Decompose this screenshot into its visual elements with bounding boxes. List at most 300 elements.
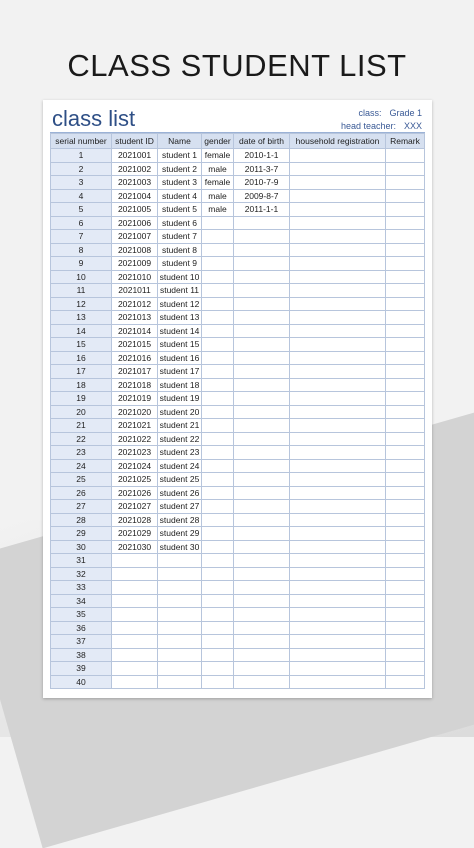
cell-gender[interactable]	[202, 392, 234, 406]
cell-remark[interactable]	[386, 648, 425, 662]
cell-date-of-birth[interactable]	[234, 486, 290, 500]
cell-student-id[interactable]: 2021002	[112, 162, 158, 176]
cell-serial-number[interactable]: 13	[51, 311, 112, 325]
cell-student-id[interactable]: 2021013	[112, 311, 158, 325]
cell-student-id[interactable]	[112, 567, 158, 581]
cell-name[interactable]: student 1	[158, 149, 202, 163]
cell-gender[interactable]	[202, 257, 234, 271]
cell-gender[interactable]	[202, 527, 234, 541]
cell-name[interactable]: student 13	[158, 311, 202, 325]
cell-remark[interactable]	[386, 527, 425, 541]
cell-gender[interactable]	[202, 581, 234, 595]
cell-student-id[interactable]: 2021027	[112, 500, 158, 514]
cell-serial-number[interactable]: 18	[51, 378, 112, 392]
cell-name[interactable]: student 11	[158, 284, 202, 298]
cell-household-registration[interactable]	[290, 270, 386, 284]
cell-date-of-birth[interactable]	[234, 216, 290, 230]
table-row	[51, 338, 425, 352]
cell-gender[interactable]	[202, 432, 234, 446]
cell-serial-number[interactable]: 3	[51, 176, 112, 190]
cell-date-of-birth[interactable]	[234, 284, 290, 298]
cell-gender[interactable]	[202, 662, 234, 676]
cell-remark[interactable]	[386, 675, 425, 689]
table-row	[51, 351, 425, 365]
cell-name[interactable]	[158, 662, 202, 676]
cell-date-of-birth[interactable]	[234, 392, 290, 406]
cell-serial-number[interactable]: 4	[51, 189, 112, 203]
cell-remark[interactable]	[386, 324, 425, 338]
cell-household-registration[interactable]	[290, 675, 386, 689]
cell-serial-number[interactable]: 5	[51, 203, 112, 217]
cell-name[interactable]: student 3	[158, 176, 202, 190]
cell-date-of-birth[interactable]	[234, 608, 290, 622]
cell-student-id[interactable]: 2021010	[112, 270, 158, 284]
cell-name[interactable]: student 9	[158, 257, 202, 271]
table-row	[51, 594, 425, 608]
cell-gender[interactable]	[202, 351, 234, 365]
cell-household-registration[interactable]	[290, 662, 386, 676]
cell-serial-number[interactable]: 16	[51, 351, 112, 365]
cell-name[interactable]	[158, 648, 202, 662]
cell-gender[interactable]	[202, 297, 234, 311]
table-row	[51, 243, 425, 257]
table-row	[51, 662, 425, 676]
cell-name[interactable]: student 20	[158, 405, 202, 419]
cell-date-of-birth[interactable]: 2009-8-7	[234, 189, 290, 203]
cell-remark[interactable]	[386, 338, 425, 352]
cell-remark[interactable]	[386, 257, 425, 271]
cell-remark[interactable]	[386, 270, 425, 284]
cell-student-id[interactable]	[112, 675, 158, 689]
cell-serial-number[interactable]: 21	[51, 419, 112, 433]
cell-household-registration[interactable]	[290, 554, 386, 568]
cell-name[interactable]: student 7	[158, 230, 202, 244]
cell-name[interactable]: student 25	[158, 473, 202, 487]
cell-household-registration[interactable]	[290, 365, 386, 379]
cell-serial-number[interactable]: 22	[51, 432, 112, 446]
cell-student-id[interactable]: 2021007	[112, 230, 158, 244]
cell-name[interactable]: student 15	[158, 338, 202, 352]
cell-serial-number[interactable]: 6	[51, 216, 112, 230]
cell-name[interactable]: student 19	[158, 392, 202, 406]
cell-date-of-birth[interactable]	[234, 405, 290, 419]
cell-gender[interactable]	[202, 378, 234, 392]
cell-gender[interactable]	[202, 419, 234, 433]
cell-remark[interactable]	[386, 176, 425, 190]
column-header-serial-number: serial number	[51, 134, 112, 149]
cell-date-of-birth[interactable]	[234, 459, 290, 473]
cell-household-registration[interactable]	[290, 419, 386, 433]
cell-date-of-birth[interactable]	[234, 635, 290, 649]
cell-name[interactable]: student 29	[158, 527, 202, 541]
cell-date-of-birth[interactable]	[234, 567, 290, 581]
cell-gender[interactable]	[202, 365, 234, 379]
cell-serial-number[interactable]: 30	[51, 540, 112, 554]
cell-remark[interactable]	[386, 635, 425, 649]
cell-household-registration[interactable]	[290, 243, 386, 257]
cell-date-of-birth[interactable]	[234, 243, 290, 257]
cell-serial-number[interactable]: 23	[51, 446, 112, 460]
cell-date-of-birth[interactable]	[234, 230, 290, 244]
cell-gender[interactable]	[202, 675, 234, 689]
cell-student-id[interactable]: 2021018	[112, 378, 158, 392]
cell-student-id[interactable]: 2021024	[112, 459, 158, 473]
cell-name[interactable]: student 22	[158, 432, 202, 446]
cell-gender[interactable]	[202, 338, 234, 352]
cell-student-id[interactable]	[112, 662, 158, 676]
cell-household-registration[interactable]	[290, 162, 386, 176]
cell-gender[interactable]	[202, 608, 234, 622]
cell-remark[interactable]	[386, 621, 425, 635]
cell-name[interactable]: student 30	[158, 540, 202, 554]
cell-household-registration[interactable]	[290, 486, 386, 500]
cell-remark[interactable]	[386, 594, 425, 608]
cell-serial-number[interactable]: 8	[51, 243, 112, 257]
cell-name[interactable]: student 17	[158, 365, 202, 379]
cell-household-registration[interactable]	[290, 405, 386, 419]
cell-serial-number[interactable]: 1	[51, 149, 112, 163]
cell-remark[interactable]	[386, 567, 425, 581]
cell-date-of-birth[interactable]	[234, 581, 290, 595]
cell-serial-number[interactable]: 40	[51, 675, 112, 689]
cell-date-of-birth[interactable]	[234, 594, 290, 608]
cell-remark[interactable]	[386, 392, 425, 406]
cell-gender[interactable]	[202, 648, 234, 662]
cell-remark[interactable]	[386, 419, 425, 433]
cell-student-id[interactable]: 2021003	[112, 176, 158, 190]
cell-date-of-birth[interactable]	[234, 662, 290, 676]
cell-date-of-birth[interactable]: 2011-1-1	[234, 203, 290, 217]
cell-gender[interactable]: male	[202, 189, 234, 203]
cell-serial-number[interactable]: 38	[51, 648, 112, 662]
cell-student-id[interactable]: 2021026	[112, 486, 158, 500]
cell-gender[interactable]	[202, 635, 234, 649]
table-row	[51, 581, 425, 595]
cell-name[interactable]: student 2	[158, 162, 202, 176]
cell-student-id[interactable]: 2021028	[112, 513, 158, 527]
cell-gender[interactable]	[202, 446, 234, 460]
cell-remark[interactable]	[386, 513, 425, 527]
cell-date-of-birth[interactable]	[234, 378, 290, 392]
table-header-row	[51, 134, 425, 149]
cell-household-registration[interactable]	[290, 230, 386, 244]
cell-student-id[interactable]	[112, 635, 158, 649]
cell-remark[interactable]	[386, 203, 425, 217]
cell-remark[interactable]	[386, 500, 425, 514]
cell-household-registration[interactable]	[290, 540, 386, 554]
column-header-student-id: student ID	[112, 134, 158, 149]
cell-serial-number[interactable]: 17	[51, 365, 112, 379]
cell-remark[interactable]	[386, 365, 425, 379]
cell-household-registration[interactable]	[290, 338, 386, 352]
cell-name[interactable]	[158, 608, 202, 622]
cell-gender[interactable]	[202, 284, 234, 298]
cell-name[interactable]: student 23	[158, 446, 202, 460]
cell-student-id[interactable]: 2021023	[112, 446, 158, 460]
cell-serial-number[interactable]: 31	[51, 554, 112, 568]
cell-serial-number[interactable]: 25	[51, 473, 112, 487]
cell-remark[interactable]	[386, 230, 425, 244]
cell-date-of-birth[interactable]	[234, 365, 290, 379]
cell-gender[interactable]: female	[202, 176, 234, 190]
cell-household-registration[interactable]	[290, 351, 386, 365]
cell-name[interactable]: student 26	[158, 486, 202, 500]
cell-remark[interactable]	[386, 608, 425, 622]
cell-student-id[interactable]: 2021017	[112, 365, 158, 379]
cell-date-of-birth[interactable]	[234, 351, 290, 365]
cell-serial-number[interactable]: 36	[51, 621, 112, 635]
cell-student-id[interactable]: 2021011	[112, 284, 158, 298]
cell-serial-number[interactable]: 27	[51, 500, 112, 514]
cell-household-registration[interactable]	[290, 527, 386, 541]
cell-household-registration[interactable]	[290, 284, 386, 298]
cell-student-id[interactable]: 2021006	[112, 216, 158, 230]
cell-name[interactable]	[158, 675, 202, 689]
cell-name[interactable]: student 18	[158, 378, 202, 392]
cell-serial-number[interactable]: 37	[51, 635, 112, 649]
cell-serial-number[interactable]: 7	[51, 230, 112, 244]
cell-student-id[interactable]: 2021004	[112, 189, 158, 203]
cell-date-of-birth[interactable]: 2010-1-1	[234, 149, 290, 163]
cell-student-id[interactable]: 2021019	[112, 392, 158, 406]
cell-remark[interactable]	[386, 243, 425, 257]
cell-student-id[interactable]: 2021022	[112, 432, 158, 446]
cell-student-id[interactable]: 2021020	[112, 405, 158, 419]
cell-date-of-birth[interactable]	[234, 513, 290, 527]
cell-name[interactable]: student 28	[158, 513, 202, 527]
cell-remark[interactable]	[386, 378, 425, 392]
cell-name[interactable]	[158, 594, 202, 608]
cell-household-registration[interactable]	[290, 203, 386, 217]
cell-name[interactable]: student 4	[158, 189, 202, 203]
cell-gender[interactable]	[202, 243, 234, 257]
cell-gender[interactable]	[202, 473, 234, 487]
cell-household-registration[interactable]	[290, 459, 386, 473]
cell-serial-number[interactable]: 14	[51, 324, 112, 338]
cell-household-registration[interactable]	[290, 473, 386, 487]
cell-name[interactable]	[158, 567, 202, 581]
cell-remark[interactable]	[386, 554, 425, 568]
cell-date-of-birth[interactable]	[234, 419, 290, 433]
cell-gender[interactable]	[202, 216, 234, 230]
cell-student-id[interactable]: 2021030	[112, 540, 158, 554]
cell-gender[interactable]	[202, 230, 234, 244]
cell-remark[interactable]	[386, 540, 425, 554]
cell-serial-number[interactable]: 15	[51, 338, 112, 352]
cell-serial-number[interactable]: 35	[51, 608, 112, 622]
cell-gender[interactable]	[202, 405, 234, 419]
cell-student-id[interactable]: 2021009	[112, 257, 158, 271]
cell-serial-number[interactable]: 11	[51, 284, 112, 298]
cell-household-registration[interactable]	[290, 297, 386, 311]
cell-date-of-birth[interactable]	[234, 311, 290, 325]
cell-remark[interactable]	[386, 405, 425, 419]
cell-student-id[interactable]: 2021014	[112, 324, 158, 338]
cell-name[interactable]	[158, 635, 202, 649]
cell-gender[interactable]	[202, 554, 234, 568]
cell-household-registration[interactable]	[290, 513, 386, 527]
cell-serial-number[interactable]: 33	[51, 581, 112, 595]
cell-remark[interactable]	[386, 662, 425, 676]
cell-name[interactable]: student 10	[158, 270, 202, 284]
cell-date-of-birth[interactable]	[234, 257, 290, 271]
cell-student-id[interactable]	[112, 594, 158, 608]
cell-household-registration[interactable]	[290, 216, 386, 230]
cell-serial-number[interactable]: 34	[51, 594, 112, 608]
cell-household-registration[interactable]	[290, 257, 386, 271]
table-row	[51, 297, 425, 311]
table-row	[51, 432, 425, 446]
cell-student-id[interactable]	[112, 621, 158, 635]
cell-household-registration[interactable]	[290, 311, 386, 325]
cell-serial-number[interactable]: 29	[51, 527, 112, 541]
cell-household-registration[interactable]	[290, 500, 386, 514]
cell-date-of-birth[interactable]	[234, 270, 290, 284]
cell-name[interactable]: student 27	[158, 500, 202, 514]
cell-household-registration[interactable]	[290, 378, 386, 392]
cell-student-id[interactable]: 2021012	[112, 297, 158, 311]
table-row	[51, 635, 425, 649]
cell-name[interactable]: student 24	[158, 459, 202, 473]
cell-remark[interactable]	[386, 189, 425, 203]
cell-gender[interactable]	[202, 513, 234, 527]
cell-household-registration[interactable]	[290, 567, 386, 581]
cell-serial-number[interactable]: 20	[51, 405, 112, 419]
cell-date-of-birth[interactable]	[234, 446, 290, 460]
cell-household-registration[interactable]	[290, 324, 386, 338]
cell-date-of-birth[interactable]: 2010-7-9	[234, 176, 290, 190]
cell-remark[interactable]	[386, 351, 425, 365]
cell-serial-number[interactable]: 28	[51, 513, 112, 527]
cell-gender[interactable]: male	[202, 162, 234, 176]
cell-date-of-birth[interactable]	[234, 297, 290, 311]
cell-date-of-birth[interactable]	[234, 527, 290, 541]
cell-student-id[interactable]: 2021001	[112, 149, 158, 163]
cell-household-registration[interactable]	[290, 608, 386, 622]
cell-household-registration[interactable]	[290, 635, 386, 649]
cell-serial-number[interactable]: 19	[51, 392, 112, 406]
cell-serial-number[interactable]: 26	[51, 486, 112, 500]
cell-remark[interactable]	[386, 581, 425, 595]
table-row	[51, 216, 425, 230]
cell-gender[interactable]	[202, 540, 234, 554]
cell-gender[interactable]	[202, 324, 234, 338]
cell-date-of-birth[interactable]	[234, 540, 290, 554]
cell-student-id[interactable]: 2021021	[112, 419, 158, 433]
cell-name[interactable]: student 14	[158, 324, 202, 338]
cell-gender[interactable]: female	[202, 149, 234, 163]
cell-date-of-birth[interactable]	[234, 554, 290, 568]
column-header-date-of-birth: date of birth	[234, 134, 290, 149]
cell-household-registration[interactable]	[290, 432, 386, 446]
cell-date-of-birth[interactable]	[234, 338, 290, 352]
cell-student-id[interactable]	[112, 581, 158, 595]
cell-student-id[interactable]	[112, 554, 158, 568]
cell-student-id[interactable]	[112, 648, 158, 662]
table-row	[51, 675, 425, 689]
page-title: CLASS STUDENT LIST	[67, 48, 407, 83]
cell-gender[interactable]	[202, 567, 234, 581]
table-row	[51, 270, 425, 284]
cell-gender[interactable]	[202, 270, 234, 284]
cell-household-registration[interactable]	[290, 176, 386, 190]
cell-name[interactable]	[158, 581, 202, 595]
cell-name[interactable]: student 8	[158, 243, 202, 257]
cell-date-of-birth[interactable]	[234, 473, 290, 487]
cell-household-registration[interactable]	[290, 392, 386, 406]
cell-student-id[interactable]: 2021005	[112, 203, 158, 217]
cell-household-registration[interactable]	[290, 149, 386, 163]
cell-student-id[interactable]	[112, 608, 158, 622]
cell-household-registration[interactable]	[290, 621, 386, 635]
cell-remark[interactable]	[386, 446, 425, 460]
cell-name[interactable]: student 16	[158, 351, 202, 365]
cell-gender[interactable]	[202, 311, 234, 325]
cell-date-of-birth[interactable]	[234, 675, 290, 689]
cell-remark[interactable]	[386, 284, 425, 298]
cell-remark[interactable]	[386, 486, 425, 500]
cell-serial-number[interactable]: 32	[51, 567, 112, 581]
column-header-name: Name	[158, 134, 202, 149]
cell-name[interactable]: student 12	[158, 297, 202, 311]
cell-serial-number[interactable]: 9	[51, 257, 112, 271]
cell-gender[interactable]	[202, 486, 234, 500]
cell-serial-number[interactable]: 10	[51, 270, 112, 284]
table-row	[51, 176, 425, 190]
cell-date-of-birth[interactable]	[234, 324, 290, 338]
cell-household-registration[interactable]	[290, 648, 386, 662]
cell-remark[interactable]	[386, 311, 425, 325]
cell-name[interactable]: student 6	[158, 216, 202, 230]
cell-student-id[interactable]: 2021008	[112, 243, 158, 257]
cell-date-of-birth[interactable]	[234, 500, 290, 514]
cell-date-of-birth[interactable]	[234, 621, 290, 635]
cell-date-of-birth[interactable]	[234, 648, 290, 662]
cell-remark[interactable]	[386, 149, 425, 163]
cell-gender[interactable]: male	[202, 203, 234, 217]
cell-name[interactable]	[158, 621, 202, 635]
cell-household-registration[interactable]	[290, 189, 386, 203]
cell-serial-number[interactable]: 2	[51, 162, 112, 176]
cell-household-registration[interactable]	[290, 594, 386, 608]
cell-serial-number[interactable]: 39	[51, 662, 112, 676]
cell-name[interactable]: student 5	[158, 203, 202, 217]
cell-remark[interactable]	[386, 216, 425, 230]
cell-remark[interactable]	[386, 432, 425, 446]
cell-student-id[interactable]: 2021029	[112, 527, 158, 541]
cell-name[interactable]	[158, 554, 202, 568]
cell-student-id[interactable]: 2021016	[112, 351, 158, 365]
cell-remark[interactable]	[386, 459, 425, 473]
cell-date-of-birth[interactable]: 2011-3-7	[234, 162, 290, 176]
cell-gender[interactable]	[202, 500, 234, 514]
cell-date-of-birth[interactable]	[234, 432, 290, 446]
cell-household-registration[interactable]	[290, 581, 386, 595]
cell-gender[interactable]	[202, 594, 234, 608]
cell-student-id[interactable]: 2021025	[112, 473, 158, 487]
cell-gender[interactable]	[202, 621, 234, 635]
cell-serial-number[interactable]: 24	[51, 459, 112, 473]
cell-gender[interactable]	[202, 459, 234, 473]
cell-serial-number[interactable]: 12	[51, 297, 112, 311]
cell-remark[interactable]	[386, 473, 425, 487]
cell-student-id[interactable]: 2021015	[112, 338, 158, 352]
cell-household-registration[interactable]	[290, 446, 386, 460]
table-row	[51, 203, 425, 217]
cell-remark[interactable]	[386, 297, 425, 311]
cell-name[interactable]: student 21	[158, 419, 202, 433]
cell-remark[interactable]	[386, 162, 425, 176]
